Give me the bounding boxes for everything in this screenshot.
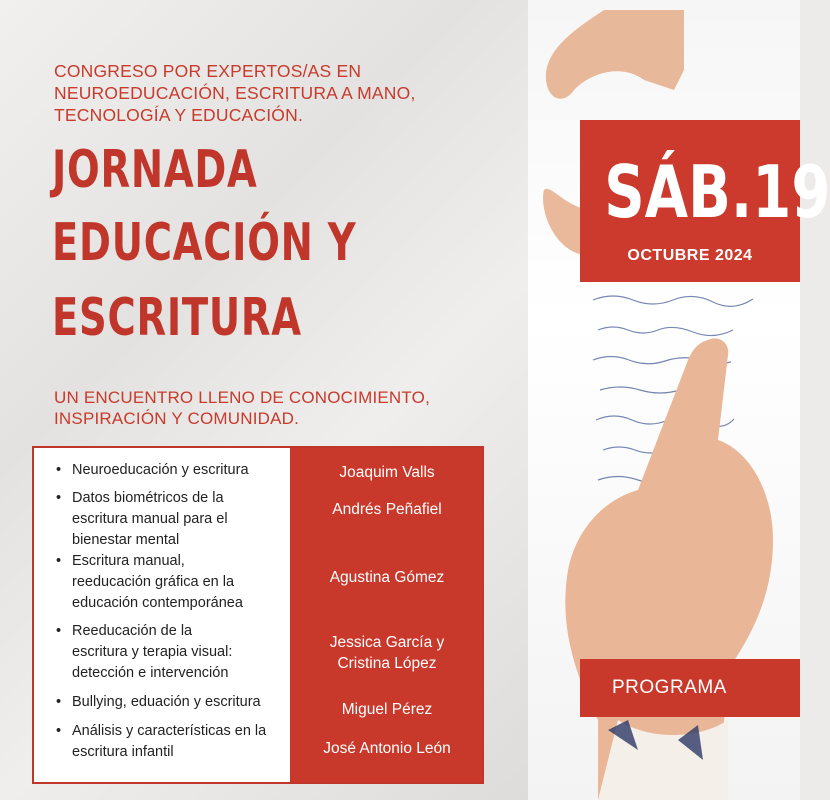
bullet-icon: •	[56, 490, 62, 506]
speaker-line: Miguel Pérez	[341, 701, 433, 718]
topic-text: Análisis y características en la	[72, 723, 267, 739]
event-month: OCTUBRE 2024	[627, 247, 753, 264]
program-button[interactable]: PROGRAMA	[580, 659, 800, 717]
speaker-name	[290, 567, 484, 588]
pointing-hand-illustration	[558, 300, 778, 800]
list-item	[52, 460, 292, 481]
subtitle-line: CONGRESO POR EXPERTOS/AS EN	[54, 61, 362, 81]
bullet-icon: •	[56, 462, 62, 478]
list-item	[52, 551, 292, 614]
topic-text: Reeducación de la	[72, 623, 193, 639]
list-item	[52, 488, 292, 551]
topic-text: escritura infantil	[72, 744, 174, 760]
topic-text: Escritura manual,	[72, 553, 185, 569]
speaker-name	[290, 699, 484, 720]
tagline-line: UN ENCUENTRO LLENO DE CONOCIMIENTO,	[54, 388, 431, 407]
title-line-1: JORNADA	[52, 140, 258, 200]
event-day: SÁB.19	[604, 150, 830, 234]
speaker-line: Andrés Peñafiel	[332, 501, 442, 518]
topic-text: reeducación gráfica en la	[72, 574, 235, 590]
tagline	[54, 387, 504, 429]
congress-subtitle	[54, 60, 494, 126]
list-item	[52, 721, 292, 763]
bullet-icon: •	[56, 723, 62, 739]
bullet-icon: •	[56, 694, 62, 710]
list-item	[52, 621, 292, 684]
topics-list	[52, 460, 292, 763]
title-line-2: EDUCACIÓN Y	[52, 213, 357, 273]
speaker-line: Joaquim Valls	[339, 464, 435, 481]
topic-text: escritura manual para el	[72, 511, 228, 527]
topic-text: escritura y terapia visual:	[72, 644, 233, 660]
speaker-name	[290, 738, 484, 759]
bullet-icon: •	[56, 553, 62, 569]
date-badge	[580, 120, 830, 282]
tagline-line: INSPIRACIÓN Y COMUNIDAD.	[54, 409, 300, 428]
topic-text: detección e intervención	[72, 665, 229, 681]
speaker-line: Cristina López	[337, 655, 437, 672]
topic-text: educación contemporánea	[72, 595, 243, 611]
speaker-name	[290, 462, 484, 483]
program-box	[32, 446, 484, 784]
speaker-name	[290, 632, 484, 674]
topic-text: bienestar mental	[72, 532, 180, 548]
speaker-line: Jessica García y	[329, 634, 445, 651]
list-item	[52, 692, 292, 713]
speaker-line: José Antonio León	[323, 740, 451, 757]
topic-text: Neuroeducación y escritura	[72, 462, 249, 478]
bullet-icon: •	[56, 623, 62, 639]
speaker-name	[290, 499, 484, 520]
speaker-line: Agustina Gómez	[329, 569, 445, 586]
topic-text: Datos biométricos de la	[72, 490, 224, 506]
subtitle-line: NEUROEDUCACIÓN, ESCRITURA A MANO,	[54, 83, 416, 103]
subtitle-line: TECNOLOGÍA Y EDUCACIÓN.	[54, 105, 304, 125]
title-line-3: ESCRITURA	[52, 288, 302, 348]
topic-text: Bullying, eduación y escritura	[72, 694, 261, 710]
